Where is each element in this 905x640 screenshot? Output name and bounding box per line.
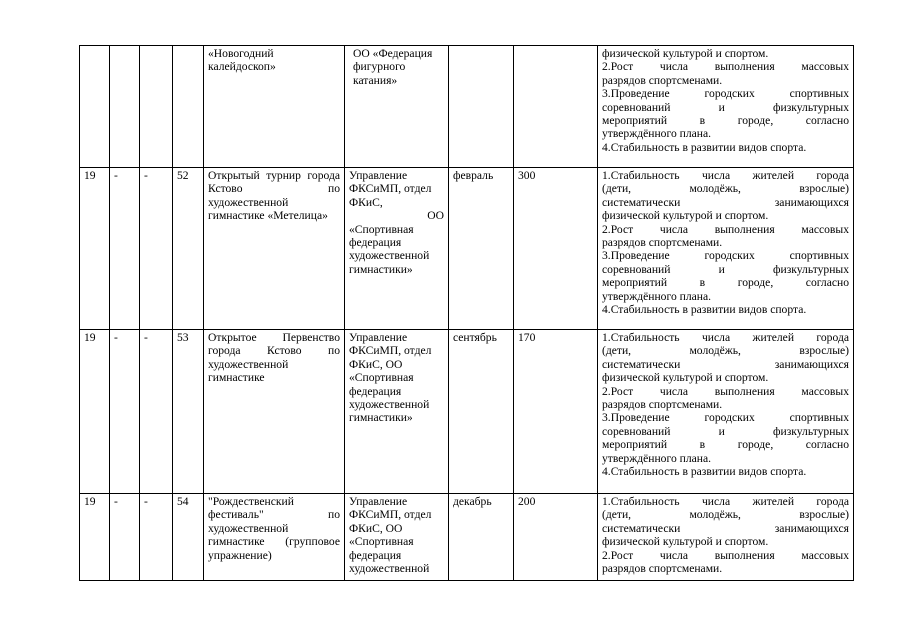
organizer-line: «Спортивная федерация художественной гимнастики» — [349, 222, 430, 276]
organizer-cell: ОО «Федерация фигурного катания» — [345, 46, 449, 168]
results-cell — [598, 168, 854, 330]
result-line: 1.Стабильность числа жителей города — [602, 331, 849, 344]
result-line: 2.Рост числа выполнения массовых — [602, 548, 849, 562]
organizer-cell: Управление ФКСиМП, отдел ФКиС, ОО «Спортивная федерация художественной гимнастики» — [345, 330, 449, 494]
month-cell: сентябрь — [449, 330, 514, 494]
result-line: мероприятий в городе, согласно — [602, 114, 849, 128]
result-line: утверждённого плана. — [602, 451, 712, 465]
table-row — [80, 46, 854, 168]
result-line: разрядов спортсменами. — [602, 73, 723, 87]
result-line: (дети, молодёжь, взрослые) — [602, 182, 849, 196]
cell-col2: - — [110, 168, 140, 330]
result-line: (дети, молодёжь, взрослые) — [602, 344, 849, 358]
cell-col4: 53 — [173, 330, 204, 494]
row-number-cell: 19 — [80, 330, 110, 494]
result-line: утверждённого плана. — [602, 289, 712, 303]
participants-cell: 300 — [514, 168, 598, 330]
row-number-cell: 19 — [80, 494, 110, 581]
cell-col3: - — [140, 494, 173, 581]
participants-cell — [514, 46, 598, 168]
result-line: 2.Рост числа выполнения массовых — [602, 60, 849, 74]
month-cell — [449, 46, 514, 168]
organizer-line: ФКиС, — [349, 195, 383, 209]
result-line: 3.Проведение городских спортивных — [602, 249, 849, 263]
cell-col2: - — [110, 330, 140, 494]
result-line: 3.Проведение городских спортивных — [602, 411, 849, 425]
result-line: соревнований и физкультурных — [602, 424, 849, 438]
results-cell — [598, 330, 854, 494]
cell-col3: - — [140, 168, 173, 330]
result-line: 2.Рост числа выполнения массовых — [602, 222, 849, 236]
result-line: 4.Стабильность в развитии видов спорта. — [602, 303, 807, 317]
organizer-cell — [345, 168, 449, 330]
result-line: мероприятий в городе, согласно — [602, 276, 849, 290]
result-line: систематически занимающихся — [602, 195, 849, 209]
cell-col3 — [140, 46, 173, 168]
result-line: 1.Стабильность числа жителей города — [602, 495, 849, 508]
table-row — [80, 330, 854, 494]
event-name-cell: "Рождественский фестиваль" по художественной гимнастике (групповое упражнение) — [204, 494, 345, 581]
result-line: соревнований и физкультурных — [602, 100, 849, 114]
result-line: (дети, молодёжь, взрослые) — [602, 508, 849, 522]
cell-col4 — [173, 46, 204, 168]
event-name-cell: Открытый турнир города Кстово по художественной гимнастике «Метелица» — [204, 168, 345, 330]
result-line: 4.Стабильность в развитии видов спорта. — [602, 140, 807, 154]
result-line: 3.Проведение городских спортивных — [602, 87, 849, 101]
organizer-line: ОО — [427, 209, 444, 223]
row-number-cell: 19 — [80, 168, 110, 330]
result-line: систематически занимающихся — [602, 521, 849, 535]
participants-cell: 170 — [514, 330, 598, 494]
organizer-line: Управление — [349, 169, 408, 182]
organizer-line: ФКСиМП, отдел — [349, 182, 432, 196]
row-number-cell — [80, 46, 110, 168]
result-line: соревнований и физкультурных — [602, 262, 849, 276]
result-line: 4.Стабильность в развитии видов спорта. — [602, 465, 807, 479]
cell-col3: - — [140, 330, 173, 494]
cell-col4: 52 — [173, 168, 204, 330]
result-line: разрядов спортсменами. — [602, 398, 723, 412]
month-cell: февраль — [449, 168, 514, 330]
organizer-cell: Управление ФКСиМП, отдел ФКиС, ОО «Спортивная федерация художественной — [345, 494, 449, 581]
cell-col2: - — [110, 494, 140, 581]
result-line: 1.Стабильность числа жителей города — [602, 169, 849, 182]
events-table — [79, 45, 854, 581]
result-line: разрядов спортсменами. — [602, 236, 723, 250]
result-line: мероприятий в городе, согласно — [602, 438, 849, 452]
result-line: разрядов спортсменами. — [602, 562, 723, 576]
results-cell — [598, 494, 854, 581]
result-line: 2.Рост числа выполнения массовых — [602, 384, 849, 398]
cell-col2 — [110, 46, 140, 168]
participants-cell: 200 — [514, 494, 598, 581]
result-line: утверждённого плана. — [602, 127, 712, 141]
event-name-cell: «Новогодний калейдоскоп» — [204, 46, 345, 168]
event-name-cell: Открытое Первенство города Кстово по художественной гимнастике — [204, 330, 345, 494]
month-cell: декабрь — [449, 494, 514, 581]
result-line: систематически занимающихся — [602, 357, 849, 371]
results-cell — [598, 46, 854, 168]
table-row — [80, 168, 854, 330]
result-line: физической культурой и спортом. — [602, 209, 769, 223]
table-row — [80, 494, 854, 581]
result-line: физической культурой и спортом. — [602, 535, 769, 549]
result-line: физической культурой и спортом. — [602, 371, 769, 385]
result-line: физической культурой и спортом. — [602, 47, 769, 60]
cell-col4: 54 — [173, 494, 204, 581]
